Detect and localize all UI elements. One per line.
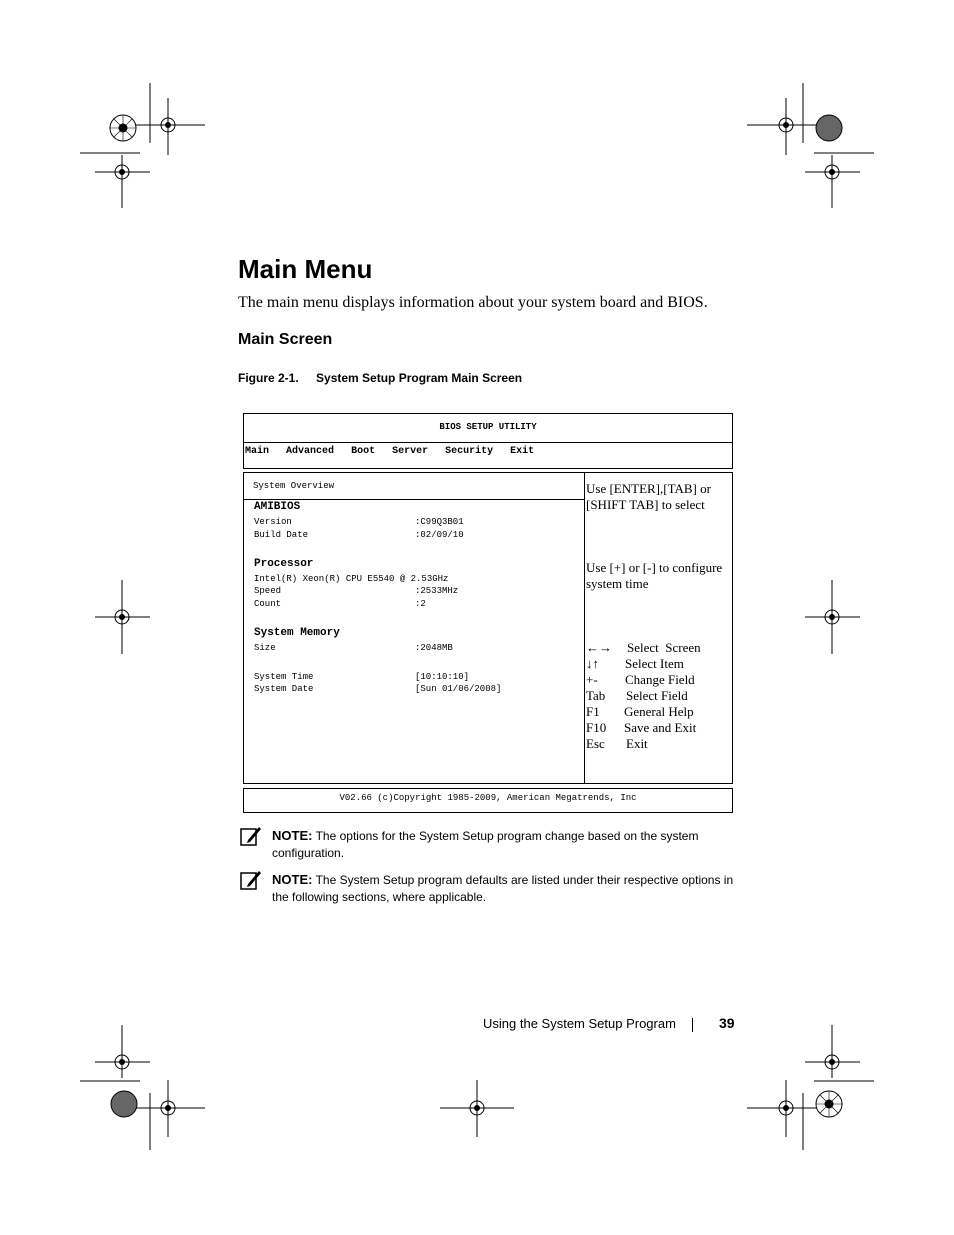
footer-separator <box>692 1018 693 1032</box>
system-time-field[interactable]: [10:10:10] <box>415 672 470 682</box>
key-row-select-item <box>586 656 684 672</box>
system-memory-heading: System Memory <box>254 627 340 639</box>
bios-menu-boot[interactable]: Boot <box>351 446 376 457</box>
key-f10: F10 <box>586 720 607 735</box>
key-plus-minus: +- <box>586 672 598 687</box>
note-1-text: The options for the System Setup program change based on the system configuration. <box>272 829 699 860</box>
note-pencil-icon <box>240 869 262 891</box>
key-arrows-lr: ←→ <box>586 640 612 655</box>
section-heading: Main Screen <box>238 331 333 348</box>
key-tab: Tab <box>586 688 606 703</box>
key-action-select-field: Select Field <box>626 688 688 703</box>
key-action-save-exit: Save and Exit <box>624 720 697 735</box>
overview-divider <box>243 499 584 500</box>
key-f1: F1 <box>586 704 600 719</box>
key-action-general-help: General Help <box>624 704 694 719</box>
count-value: :2 <box>415 599 426 609</box>
note-2-label: NOTE: <box>272 872 313 887</box>
speed-label: Speed <box>254 586 282 596</box>
count-label: Count <box>254 599 282 609</box>
build-date-label: Build Date <box>254 530 309 540</box>
footer-section-title: Using the System Setup Program <box>483 1016 676 1031</box>
system-time-label: System Time <box>254 672 314 682</box>
key-action-select-item: Select Item <box>625 656 684 671</box>
key-action-select-screen: Select Screen <box>627 640 701 655</box>
key-action-exit: Exit <box>626 736 648 751</box>
cpu-label: Intel(R) Xeon(R) CPU E5540 @ 2.53GHz <box>254 574 449 584</box>
note-2-text: The System Setup program defaults are listed under their respective options in the following sections, where applicable. <box>272 873 734 904</box>
note-1-label: NOTE: <box>272 828 313 843</box>
intro-paragraph: The main menu displays information about your system board and BIOS. <box>238 294 708 311</box>
bios-menu-advanced[interactable]: Advanced <box>286 446 335 457</box>
system-overview-label: System Overview <box>253 481 335 491</box>
version-label: Version <box>254 517 292 527</box>
key-row-select-field <box>586 688 688 704</box>
amibios-heading: AMIBIOS <box>254 501 301 513</box>
key-row-general-help <box>586 704 694 720</box>
bios-copyright-bar: V02.66 (c)Copyright 1985-2009, American Megatrends, Inc <box>243 788 733 813</box>
page-number: 39 <box>719 1015 735 1031</box>
bios-menu-bar <box>243 442 733 469</box>
key-action-change-field: Change Field <box>625 672 695 687</box>
speed-value: :2533MHz <box>415 586 459 596</box>
key-arrows-ud: ↓↑ <box>586 656 599 671</box>
figure-caption <box>238 371 522 385</box>
bios-menu-security[interactable]: Security <box>445 446 494 457</box>
note-pencil-icon <box>240 825 262 847</box>
system-date-field[interactable]: [Sun 01/06/2008] <box>415 684 502 694</box>
help-configure-time: Use [+] or [-] to configure system time <box>586 560 723 591</box>
size-label: Size <box>254 643 276 653</box>
key-row-change-field <box>586 672 695 688</box>
key-row-save-exit <box>586 720 696 736</box>
page-title: Main Menu <box>238 254 373 284</box>
key-esc: Esc <box>586 736 605 751</box>
help-select: Use [ENTER],[TAB] or [SHIFT TAB] to select <box>586 481 711 512</box>
system-date-label: System Date <box>254 684 314 694</box>
figure-number: Figure 2-1. <box>238 371 299 385</box>
key-row-select-screen <box>586 640 701 656</box>
bios-menu-main[interactable]: Main <box>245 446 270 457</box>
build-date-value: :02/09/10 <box>415 530 464 540</box>
bios-title-bar: BIOS SETUP UTILITY <box>243 413 733 443</box>
key-row-exit <box>586 736 648 752</box>
size-value: :2048MB <box>415 643 453 653</box>
note-1 <box>272 827 742 862</box>
bios-menu-exit[interactable]: Exit <box>510 446 535 457</box>
version-value: :C99Q3B01 <box>415 517 464 527</box>
bios-menu-server[interactable]: Server <box>392 446 429 457</box>
figure-title: System Setup Program Main Screen <box>316 371 523 385</box>
help-divider <box>584 472 585 783</box>
processor-heading: Processor <box>254 558 314 570</box>
note-2 <box>272 871 742 906</box>
